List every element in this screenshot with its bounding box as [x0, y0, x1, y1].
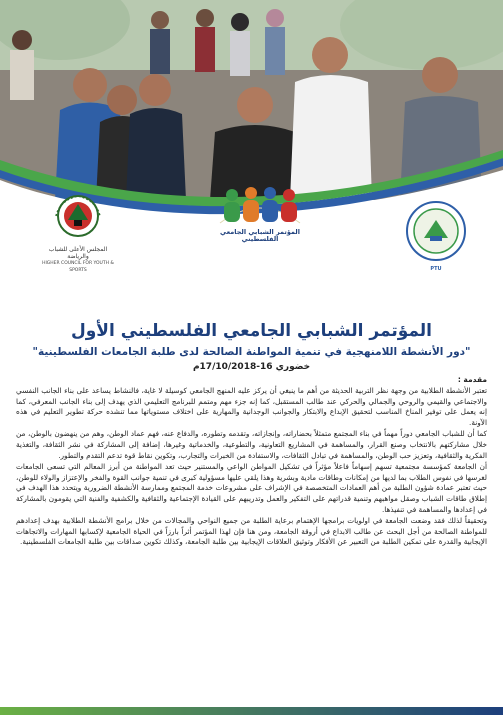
conference-logo	[210, 183, 310, 243]
paragraph-2: كما أن للشباب الجامعي دوراً مهماً في بناء المجتمع متمثلاً بحضاراته، وإنجازاته، وتقدمه وتطوره، والدفاع عنه، فهم عماد الوطن، وهم من ينهضون بالوطن، من خلال مشاركتهم بالانتخاب وصنع القرار، والمساهمة في المشاريع التعاونية، والتطوعية، والخدماتية وغيرها، إضافة إلى المشاركة في نشر الثقافة، والتغذية الفكرية والثقافية، وتعزيز حب الوطن، والمساهمة في تبادل الثقافات، والاستفادة من الخبرات والتجارب، وتكوين نقاط قوة تدعم التقدم والتطور.	[16, 429, 487, 460]
ptu-caption-en: PTU	[430, 266, 442, 272]
paragraph-1: تعتبر الأنشطة الطلابية من وجهة نظر التربية الحديثة من أهم ما ينبغي أن يركز عليه المنهج الجامعي كوسيلة لا غاية، فالنشاط يساعد على بناء الجانب النفسي والاجتماعي والقيمي والروحي والجمالي والحركي عند طالب المستقبل، كما إنه جزء مهم ومتمم للبرنامج التعليمي الذي يهدف إلى بناء الجانب المعرفي، كما إنه يعمل على توفير المناخ المناسب لتحقيق الإبداع والابتكار والجوانب الوجدانية والمهارية على اختلاف مستوياتها مما تنشده حركة تطوير التعليم في هذه الآونة.	[16, 386, 487, 427]
paragraph-4: وتحقيقاً لذلك فقد وضعت الجامعة في اولويات برامجها الإهتمام برعاية الطلبة من جميع النواحي والمجالات من خلال برامج الأنشطة الطلابية بهدف إعدادهم للمواطنة الصالحة من أجل البحث عن طالب الابداع في أروقة الجامعة، ومن هنا فإن لهذا المؤتمر أثراً بارزاً في الحياة الجامعية لإكسابها المهارات والاتجاهات الإيجابية والقدرة على تمكين الطلبة من التعبير عن الأفكار وتوثيق العلاقات الإيجابية بين طلبة الجامعة، وكذلك تكوين صداقات بين طلبة الجامعات الفلسطينية.	[16, 516, 487, 547]
conference-dates: خضوري 16-17/10/2018م	[192, 362, 311, 372]
footer-band	[0, 707, 503, 715]
youth-council-caption-ar: المجلس الأعلى للشباب والرياضة	[48, 246, 108, 260]
document-title: المؤتمر الشبابي الجامعي الفلسطيني الأول	[70, 321, 432, 341]
figures-logo-icon	[210, 183, 310, 225]
paragraph-3: أن الجامعة كمؤسسة مجتمعية تسهم إسهاماً فاعلاً مؤثراً في تشكيل المواطن الواعي والمستنير حيث تعد المواطنة من أبرز المعالم التي تسعى الجامعات لغرسها في نفوس الطلاب بما لديها من إمكانات وطاقات مادية وبشرية وهذا يلقي عليها مسؤولية كبرى في تنمية جوانب القوة والفخر والإعتزاز والولاء للوطن، حيث تعتبر عمادة شؤون الطلبة من أهم العمادات المتخصصة في الإشراف على مشروعات خدمة المجتمع وممارسة الأنشطة الضرورية ويتحدد هذا الهدف في إطلاق طاقات الشباب وصقل مواهبهم وتنمية قدراتهم على التفكير والعمل وتدريبهم على القيادة الإجتماعية والثقافية والكشفية والفنية التي يقومون بالمشاركة في إعدادها والمساهمة في تنفيذها.	[16, 462, 487, 514]
intro-heading: مقدمة :	[457, 375, 487, 384]
ptu-logo	[405, 200, 467, 273]
youth-council-caption-en: HIGHER COUNCIL FOR YOUTH & SPORTS	[42, 261, 114, 273]
conference-logo-caption: المؤتمر الشبابي الجامعي الفلسطيني	[220, 228, 300, 243]
document-body	[16, 320, 487, 548]
document-subtitle: "دور الأنشطة اللامنهجية في تنمية المواطنة الصالحة لدى طلبة الجامعات الفلسطينية"	[32, 346, 471, 358]
emblem-icon	[38, 190, 118, 242]
university-seal-icon	[405, 200, 467, 262]
youth-council-logo	[38, 190, 118, 274]
